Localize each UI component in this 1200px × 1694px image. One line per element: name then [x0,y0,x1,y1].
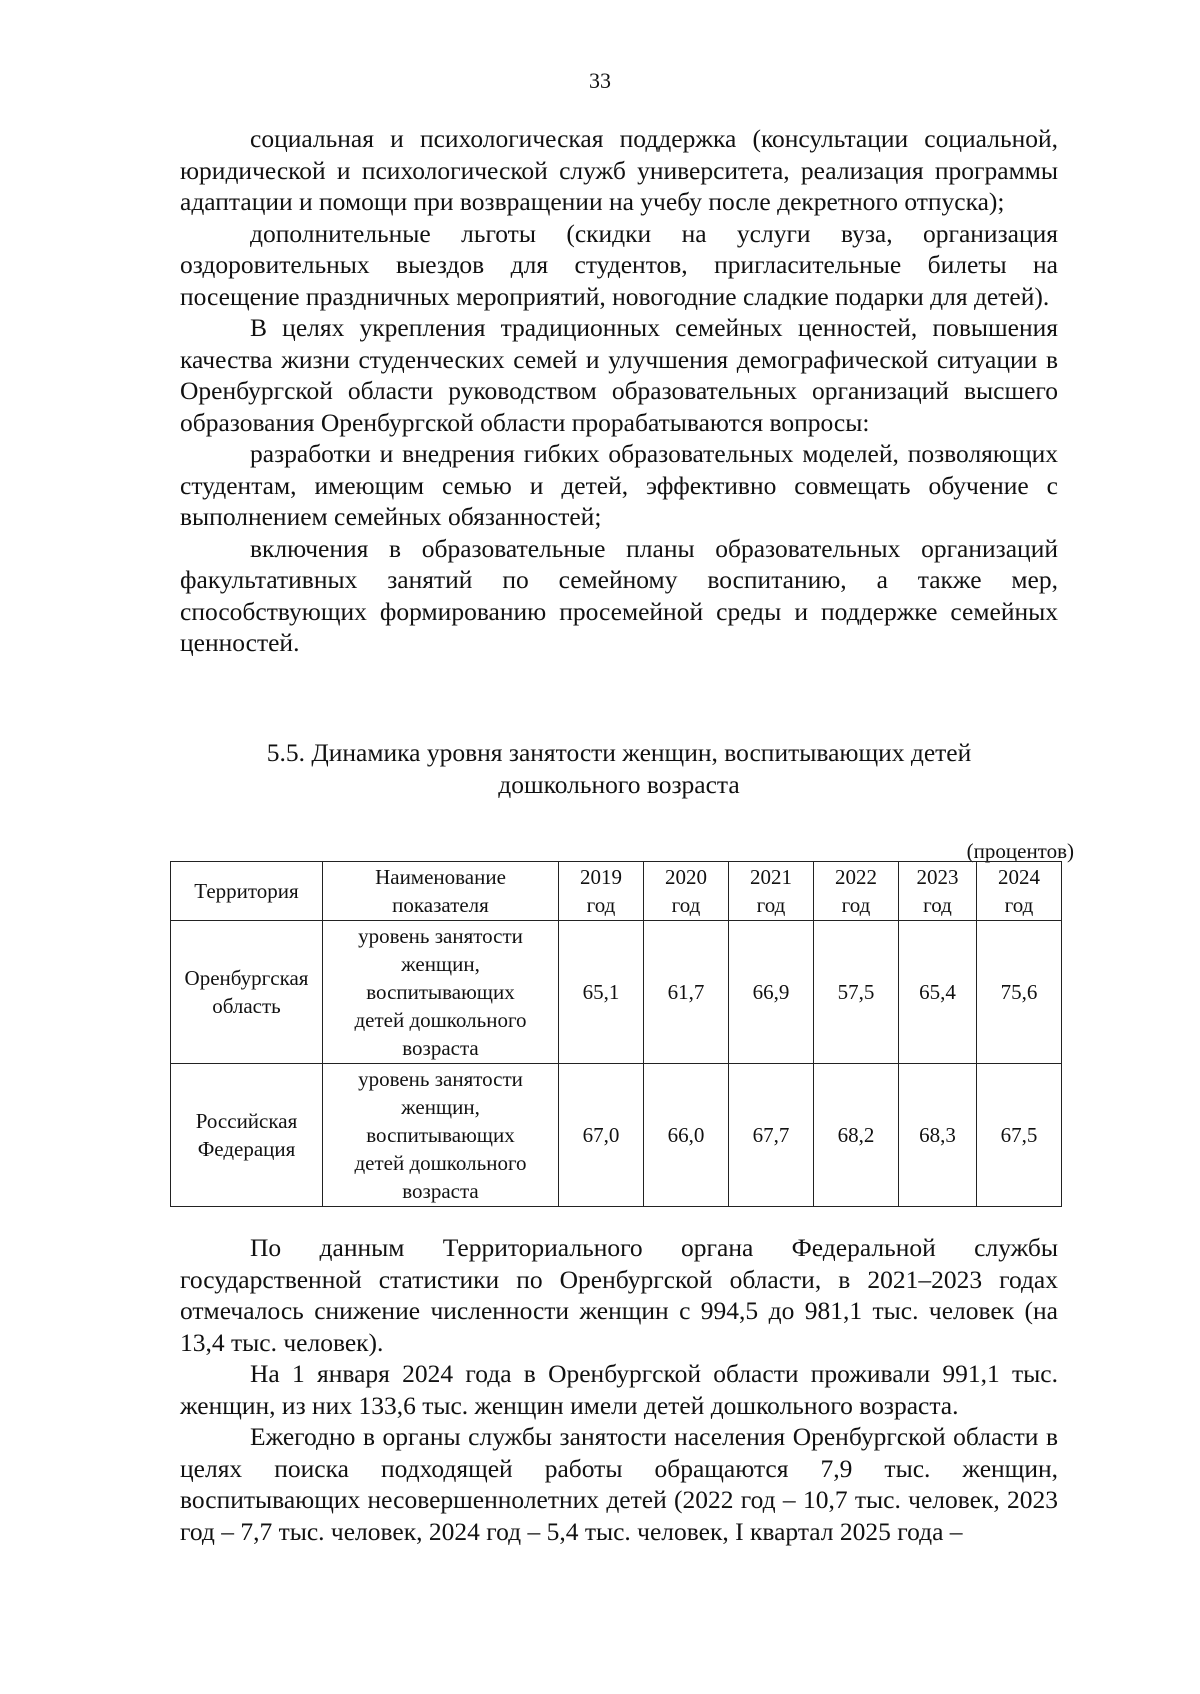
header-indicator-line: Наименование [375,865,506,889]
value-cell: 61,7 [644,921,729,1064]
section-title [180,737,1058,800]
body-text-top [180,123,1058,659]
year-label: 2019 [580,865,622,889]
indicator-line: уровень занятости [358,1067,523,1091]
territory-line: область [212,994,281,1018]
paragraph: Ежегодно в органы службы занятости населения Оренбургской области в целях поиска подходящей работы обращаются 7,9 тыс. женщин, воспитывающих несовершеннолетних детей (2022 год – 10,7 тыс. человек, 2023 год – 7,7 тыс. человек, 2024 год – 5,4 тыс. человек, I квартал 2025 года – [180,1422,1058,1546]
value-cell: 67,7 [729,1064,814,1207]
territory-line: Федерация [197,1137,296,1161]
header-year [814,862,899,921]
paragraph: разработки и внедрения гибких образовательных моделей, позволяющих студентам, имеющим семью и детей, эффективно совмещать обучение с выполнением семейных обязанностей; [180,439,1058,531]
year-label: 2022 [835,865,877,889]
paragraph: включения в образовательные планы образовательных организаций факультативных занятий по семейному воспитанию, а также мер, способствующих формированию просемейной среды и поддержке семейных ценностей. [180,533,1058,657]
year-suffix: год [841,893,871,917]
indicator-line: детей дошкольного [354,1008,527,1032]
indicator-line: женщин, [401,1095,480,1119]
territory-cell [171,1064,323,1207]
paragraph: По данным Территориального органа Федеральной службы государственной статистики по Оренбургской области, в 2021–2023 годах отмечалось снижение численности женщин с 994,5 до 981,1 тыс. человек (на 13,4 тыс. человек). [180,1233,1058,1357]
header-year [899,862,977,921]
value-cell: 65,1 [559,921,644,1064]
year-label: 2023 [916,865,959,889]
header-year [729,862,814,921]
value-cell: 66,0 [644,1064,729,1207]
indicator-line: женщин, [401,952,480,976]
section-title-line: 5.5. Динамика уровня занятости женщин, воспитывающих детей [266,738,972,767]
value-cell: 66,9 [729,921,814,1064]
table-row [171,921,1062,1064]
value-cell: 65,4 [899,921,977,1064]
header-territory: Территория [171,862,323,921]
header-year [644,862,729,921]
year-suffix: год [586,893,616,917]
section-title-line: дошкольного возраста [498,769,740,799]
indicator-line: уровень занятости [358,924,523,948]
page-number: 33 [589,68,611,93]
body-text-bottom [180,1232,1058,1547]
indicator-line: возраста [402,1179,479,1203]
value-cell: 67,5 [977,1064,1062,1207]
year-suffix: год [1004,893,1034,917]
table-header-row [171,862,1062,921]
value-cell: 75,6 [977,921,1062,1064]
year-label: 2021 [750,865,792,889]
year-label: 2024 [998,865,1040,889]
paragraph: В целях укрепления традиционных семейных ценностей, повышения качества жизни студенческих семей и улучшения демографической ситуации в Оренбургской области руководством образовательных организаций высшего образования Оренбургской области прорабатываются вопросы: [180,313,1058,437]
indicator-line: детей дошкольного [354,1151,527,1175]
header-indicator [323,862,559,921]
value-cell: 68,3 [899,1064,977,1207]
paragraph: социальная и психологическая поддержка (консультации социальной, юридической и психологической служб университета, реализация программы адаптации и помощи при возвращении на учебу после декретного отпуска); [180,124,1058,216]
header-indicator-line: показателя [392,893,489,917]
paragraph: На 1 января 2024 года в Оренбургской области проживали 991,1 тыс. женщин, из них 133,6 тыс. женщин имели детей дошкольного возраста. [180,1359,1058,1420]
paragraph: дополнительные льготы (скидки на услуги вуза, организация оздоровительных выездов для студентов, пригласительные билеты на посещение праздничных мероприятий, новогодние сладкие подарки для детей). [180,218,1058,311]
employment-table [170,861,1061,1207]
indicator-line: воспитывающих [366,1123,515,1147]
year-suffix: год [923,893,952,917]
indicator-line: возраста [402,1036,479,1060]
value-cell: 57,5 [814,921,899,1064]
indicator-line: воспитывающих [366,980,515,1004]
territory-line: Российская [195,1109,298,1133]
indicator-cell [323,921,559,1064]
year-suffix: год [756,893,786,917]
value-cell: 68,2 [814,1064,899,1207]
indicator-cell [323,1064,559,1207]
value-cell: 67,0 [559,1064,644,1207]
year-suffix: год [671,893,701,917]
header-year [977,862,1062,921]
territory-cell [171,921,323,1064]
territory-line: Оренбургская [184,966,309,990]
table-row [171,1064,1062,1207]
year-label: 2020 [665,865,707,889]
table-units-label: (процентов) [966,839,1074,863]
header-year [559,862,644,921]
